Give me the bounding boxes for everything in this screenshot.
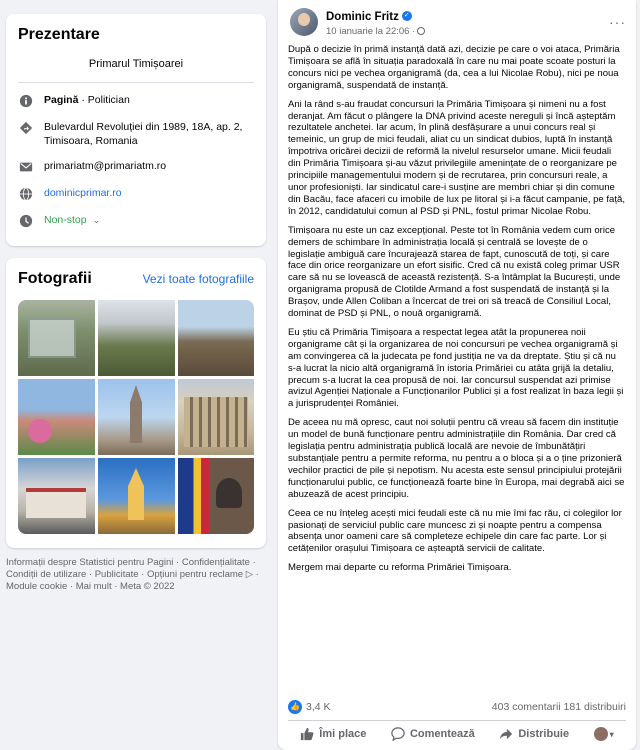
- hours-row[interactable]: [18, 213, 254, 229]
- hours-text: Non-stop: [44, 214, 87, 226]
- intro-subtitle: Primarul Timișoarei: [18, 58, 254, 83]
- chevron-down-icon: ▾: [609, 729, 614, 739]
- post-paragraph: De aceea nu mă opresc, caut noi soluții pentru că vreau să facem din instituție un model de bună funcționare pentru administrațiile din România. Dar cred că legislația pentru administrația publică locală are nevoie de îmbunătățiri substanțiale pentru a permite reforma, nu pentru a o bloca și a o ține prizonieră vechilor practici de pile și nepotism. Nu acesta este sensul principiului protejării funcționarului public, ce funcționează foarte bine în Europa, mai degrabă aici se abuzează de acest principiu.: [288, 417, 625, 500]
- photo-thumbnail[interactable]: [178, 458, 254, 534]
- post-time[interactable]: 10 ianuarie la 22:06 ·: [326, 26, 416, 37]
- post-paragraph: Ani la rând s-au fraudat concursuri la Primăria Timișoara și nimeni nu a fost deranjat. Am făcut o plângere la DNA privind aceste nereguli și încă așteptăm rezultatele anchetei. Iar acum, în plină desfășurare a unui concurs real și temeinic, un grup de mici feudali, aliat cu un sindicat dubios, luptă în instanță împotriva oricărei decizii de reformă la nivelul resurselor umane. Micii feudali din Primăria Timișoara și-au văzut privilegiile amenințate de o reorganizare pe principiile managementului modern și de recrutarea, prin concursuri reale, a unor profesioniști. Iar sindicatul care-i susține are membri chiar și din comune din Bacău, face afaceri cu imobile de lux pe litoral și i-a făcut campanie, pe față, în 2012, candidatului comun al PSD și PNL, fostul primar Nicolae Robu.: [288, 98, 625, 217]
- comment-label: Comentează: [409, 728, 475, 740]
- photos-card: [6, 258, 266, 548]
- website-link[interactable]: dominicprimar.ro: [44, 187, 122, 199]
- share-button[interactable]: [499, 727, 569, 741]
- post-paragraph: Eu știu că Primăria Timișoara a respectat legea atât la propunerea noii organigrame cât și la organizarea de noi concursuri pe vechea organigramă și am convingerea că la judecata pe fond justiția ne va da dreptate. Știu și că nu s-a lucrat la nicio altă organigramă în istoria Primăriei cu atâta grijă la detaliu, precum s-a lucrat la cea propusă de noi. Iar concursul suspendat azi primise avizul Agenției Naționale a Funcționarilor Publici și a fost realizat în baza legii și a jurisprudenței României.: [288, 326, 624, 410]
- like-reaction-icon: 👍: [288, 700, 302, 714]
- photos-title: Fotografii: [18, 270, 92, 287]
- intro-card: [6, 14, 266, 246]
- photo-thumbnail[interactable]: [18, 300, 95, 376]
- globe-icon: [18, 186, 34, 202]
- post-header: [278, 0, 636, 38]
- website-row: [18, 186, 254, 202]
- reaction-count[interactable]: 3,4 K: [306, 701, 331, 713]
- post-stats: [288, 700, 626, 721]
- directions-icon: [18, 120, 34, 136]
- email-text[interactable]: primariatm@primariatm.ro: [44, 160, 167, 172]
- address-row: [18, 120, 254, 148]
- post-paragraph: Timișoara nu este un caz excepțional. Peste tot în România vedem cum orice demers de schimbare în administrația locală și centrală se lovește de o legislație ambiguă care încurajează starea de fapt, cunoscută de toți, și care face din orice reorganizare un efort sisific. Cred că nu există coleg primar USR care să nu se lovească de această rezistență. S-a întâmplat la București, unde organigrama propusă de Clotilde Armand a fost suspendată de instanță și la Brașov, unde Allen Coliban a încercat de trei ori să treacă de Consiliul Local, dominat de PSD și PNL, o nouă organigramă.: [288, 224, 621, 320]
- footer-links[interactable]: Informații despre Statistici pentru Pagini · Confidențialitate · Condiții de utilizare · Publicitate · Opțiuni pentru reclame ▷ · Module cookie · Mai mult · Meta © 2022: [6, 557, 259, 592]
- address-text[interactable]: Bulevardul Revoluției din 1989, 18A, ap. 2, Timisoara, Romania: [44, 121, 243, 147]
- comment-button[interactable]: [391, 727, 475, 741]
- share-label: Distribuie: [518, 728, 570, 740]
- post-paragraph: Mergem mai departe cu reforma Primăriei Timișoara.: [288, 562, 512, 574]
- comment-icon: [391, 727, 405, 741]
- see-all-photos-link[interactable]: Vezi toate fotografiile: [142, 272, 254, 286]
- info-icon: [18, 93, 34, 109]
- envelope-icon: [18, 159, 34, 175]
- photo-thumbnail[interactable]: [178, 300, 254, 376]
- thumbs-up-icon: [300, 727, 314, 741]
- email-row: [18, 159, 254, 175]
- post-actions: [288, 727, 626, 741]
- comments-shares-count[interactable]: 403 comentarii 181 distribuiri: [491, 701, 626, 713]
- share-icon: [499, 727, 513, 741]
- photo-thumbnail[interactable]: [98, 300, 175, 376]
- photo-thumbnail[interactable]: [178, 379, 254, 455]
- photo-grid: [18, 300, 254, 534]
- reaction-selector[interactable]: [594, 727, 614, 741]
- photo-thumbnail[interactable]: [98, 458, 175, 534]
- page-category: · Politician: [78, 94, 130, 106]
- like-label: Îmi place: [319, 728, 367, 740]
- clock-icon: [18, 213, 34, 229]
- post-card: [278, 0, 636, 750]
- page-category-row: [18, 93, 254, 109]
- intro-title: Prezentare: [18, 26, 100, 43]
- post-author[interactable]: Dominic Fritz: [326, 11, 399, 23]
- page-label: Pagină: [44, 94, 79, 106]
- like-button[interactable]: [300, 727, 366, 741]
- photo-thumbnail[interactable]: [98, 379, 175, 455]
- photo-thumbnail[interactable]: [18, 379, 95, 455]
- chevron-down-icon: ⌄: [92, 215, 101, 225]
- avatar: [594, 727, 608, 741]
- more-options-icon[interactable]: ···: [609, 14, 626, 30]
- verified-badge-icon: ✓: [402, 11, 412, 21]
- globe-icon: [417, 27, 425, 35]
- photo-thumbnail[interactable]: [18, 458, 95, 534]
- post-body: [278, 38, 636, 574]
- avatar[interactable]: [290, 8, 318, 36]
- post-paragraph: Ceea ce nu înțeleg acești mici feudali este că nu mie îmi fac rău, ci colegilor lor pasionați de serviciul public care muncesc zi și noapte pentru a compensa absența unor oameni care să completeze echipele din care fac parte. Lor și cetățenilor orașului Timișoara ce așteaptă servicii de calitate.: [288, 507, 622, 555]
- post-paragraph: După o decizie în primă instanță dată azi, decizie pe care o voi ataca, Primăria Timișoara se află în situația paradoxală în care nu mai poate scoate posturi la concurs nici pe vechea organigramă (da, cea a lui Nicolae Robu), nici pe noua organigramă, suspendată de instanță.: [288, 44, 620, 91]
